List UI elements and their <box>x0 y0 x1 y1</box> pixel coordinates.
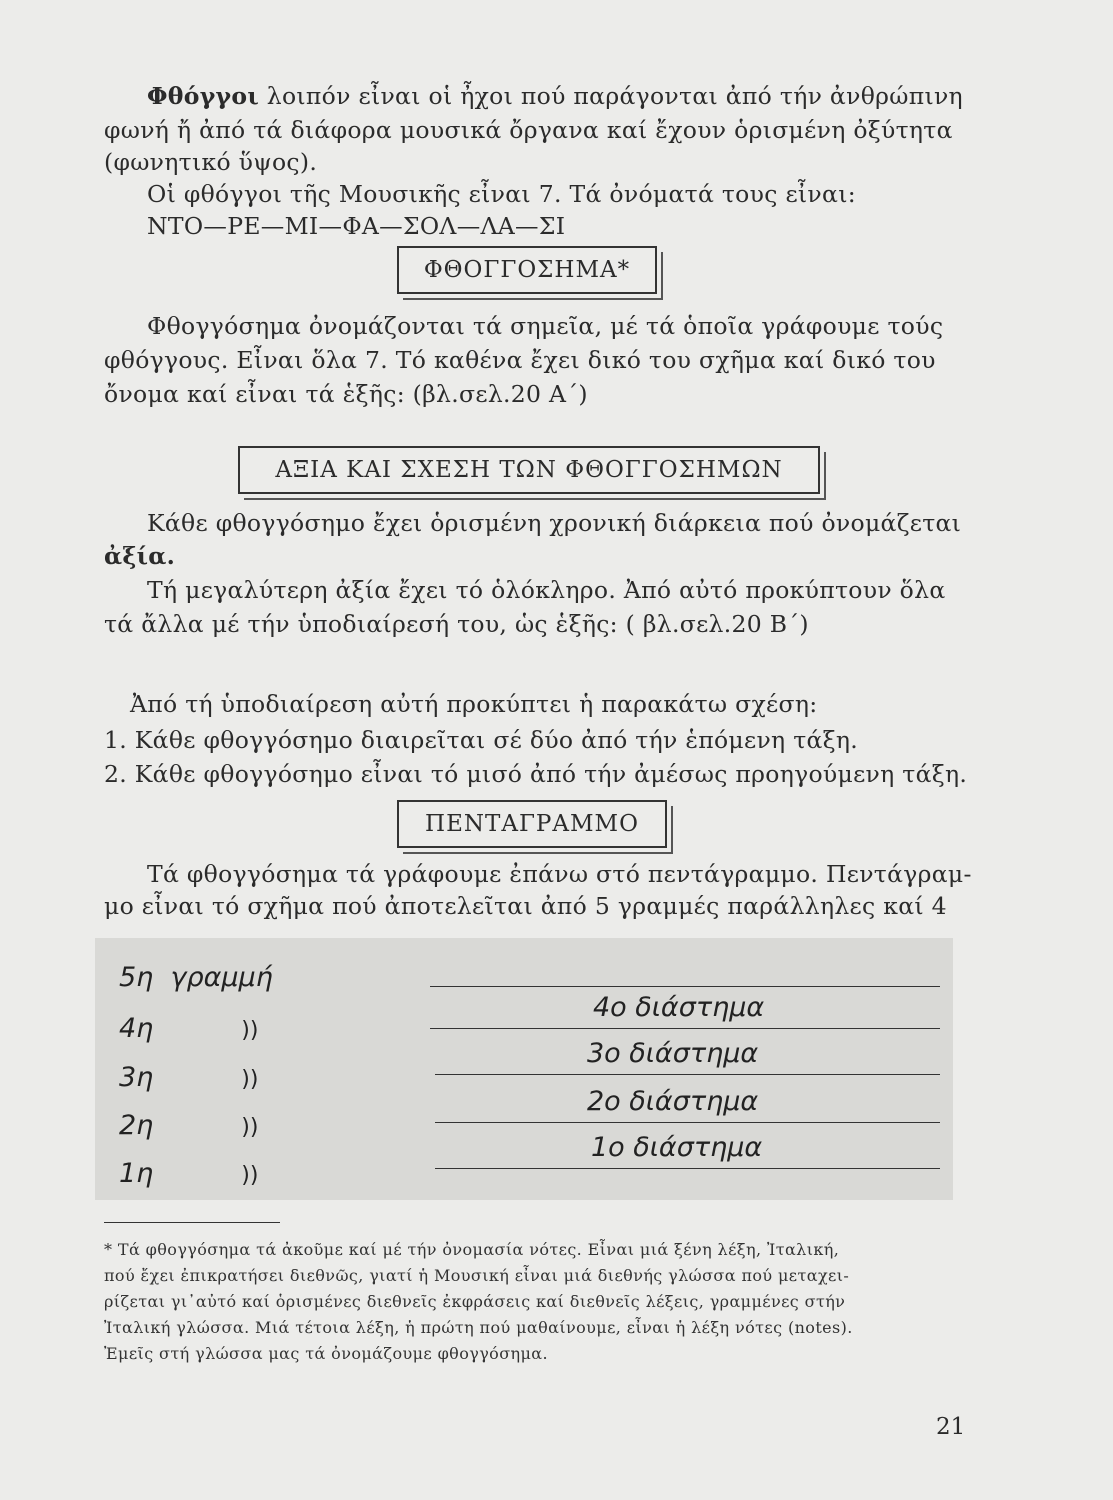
section-heading-pentagrammo: ΠΕΝΤΑΓΡΑΜΜΟ <box>397 800 667 848</box>
staff-line-1 <box>435 1168 940 1169</box>
section-heading-axia: ΑΞΙΑ ΚΑΙ ΣΧΕΣΗ ΤΩΝ ΦΘΟΓΓΟΣΗΜΩΝ <box>238 446 820 494</box>
section2-line-3: Τή μεγαλύτερη ἀξία ἔχει τό ὁλόκληρο. Ἀπό αὐτό προκύπτουν ὅλα <box>147 576 946 604</box>
intro-line-4: Οἱ φθόγγοι τῆς Μουσικῆς εἶναι 7. Τά ὀνόματά τους εἶναι: <box>147 180 856 208</box>
section2-line-4: τά ἄλλα μέ τήν ὑποδιαίρεσή του, ὡς ἑξῆς: ( βλ.σελ.20 Β΄) <box>104 610 809 638</box>
section2-term: ἀξία. <box>104 542 176 570</box>
staff-space-label: 4ο διάστημα <box>593 992 765 1023</box>
section1-line-1: Φθογγόσημα ὀνομάζονται τά σημεῖα, μέ τά ὁποῖα γράφουμε τούς <box>147 312 944 340</box>
page-number: 21 <box>936 1414 966 1440</box>
staff-space-label: 2ο διάστημα <box>587 1086 759 1117</box>
staff-line-label: 1η )) <box>119 1158 259 1189</box>
section2-line-1: Κάθε φθογγόσημο ἔχει ὁρισμένη χρονική διάρκεια πού ὀνομάζεται <box>147 509 962 537</box>
section2-line-5: Ἀπό τή ὑποδιαίρεση αὐτή προκύπτει ἡ παρακάτω σχέση: <box>130 690 818 718</box>
staff-diagram <box>95 938 953 1200</box>
footnote-line-2: πού ἔχει ἐπικρατήσει διεθνῶς, γιατί ἡ Μουσική εἶναι μιά διεθνής γλώσσα πού μεταχει- <box>104 1266 850 1285</box>
staff-line-label: 3η )) <box>119 1062 259 1093</box>
footnote-line-1: * Τά φθογγόσημα τά ἀκοῦμε καί μέ τήν ὀνομασία νότες. Εἶναι μιά ξένη λέξη, Ἰταλική, <box>104 1240 840 1259</box>
staff-line-label: 5η γραμμή <box>119 962 273 993</box>
footnote-line-4: Ἰταλική γλώσσα. Μιά τέτοια λέξη, ἡ πρώτη πού μαθαίνουμε, εἶναι ἡ λέξη νότες (notes). <box>104 1318 853 1337</box>
intro-line-3: (φωνητικό ὕψος). <box>104 148 318 176</box>
section1-line-3: ὄνομα καί εἶναι τά ἑξῆς: (βλ.σελ.20 Α΄) <box>104 380 588 408</box>
rule-item-1: 1. Κάθε φθογγόσημο διαιρεῖται σέ δύο ἀπό τήν ἑπόμενη τάξη. <box>104 726 859 754</box>
rule-item-2: 2. Κάθε φθογγόσημο εἶναι τό μισό ἀπό τήν ἀμέσως προηγούμενη τάξη. <box>104 760 968 788</box>
section3-line-2: μο εἶναι τό σχῆμα πού ἀποτελεῖται ἀπό 5 γραμμές παράλληλες καί 4 <box>104 892 947 920</box>
footnote-rule <box>104 1222 280 1223</box>
staff-line-4 <box>430 1028 940 1029</box>
staff-line-label: 2η )) <box>119 1110 259 1141</box>
intro-line-2: φωνή ἤ ἀπό τά διάφορα μουσικά ὄργανα καί ἔχουν ὁρισμένη ὀξύτητα <box>104 116 953 144</box>
staff-space-label: 1ο διάστημα <box>591 1132 763 1163</box>
staff-line-2 <box>435 1122 940 1123</box>
note-names: ΝΤΟ—ΡΕ—ΜΙ—ΦΑ—ΣΟΛ—ΛΑ—ΣΙ <box>147 212 566 240</box>
footnote-line-3: ρίζεται γι᾽αὐτό καί ὁρισμένες διεθνεῖς ἐκφράσεις καί διεθνεῖς λέξεις, γραμμένες στήν <box>104 1292 846 1311</box>
staff-line-5 <box>430 986 940 987</box>
section1-line-2: φθόγγους. Εἶναι ὅλα 7. Τό καθένα ἔχει δικό του σχῆμα καί δικό του <box>104 346 936 374</box>
staff-space-label: 3ο διάστημα <box>587 1038 759 1069</box>
intro-line-1: Φθόγγοι λοιπόν εἶναι οἱ ἦχοι πού παράγονται ἀπό τήν ἀνθρώπινη <box>147 82 963 110</box>
section3-line-1: Τά φθογγόσημα τά γράφουμε ἐπάνω στό πεντάγραμμο. Πεντάγραμ- <box>147 860 972 888</box>
staff-line-3 <box>435 1074 940 1075</box>
staff-line-label: 4η )) <box>119 1013 259 1044</box>
section-heading-fthoggosima: ΦΘΟΓΓΟΣΗΜΑ* <box>397 246 657 294</box>
intro-term: Φθόγγοι <box>147 82 259 110</box>
footnote-line-5: Ἐμεῖς στή γλώσσα μας τά ὀνομάζουμε φθογγόσημα. <box>104 1344 549 1363</box>
